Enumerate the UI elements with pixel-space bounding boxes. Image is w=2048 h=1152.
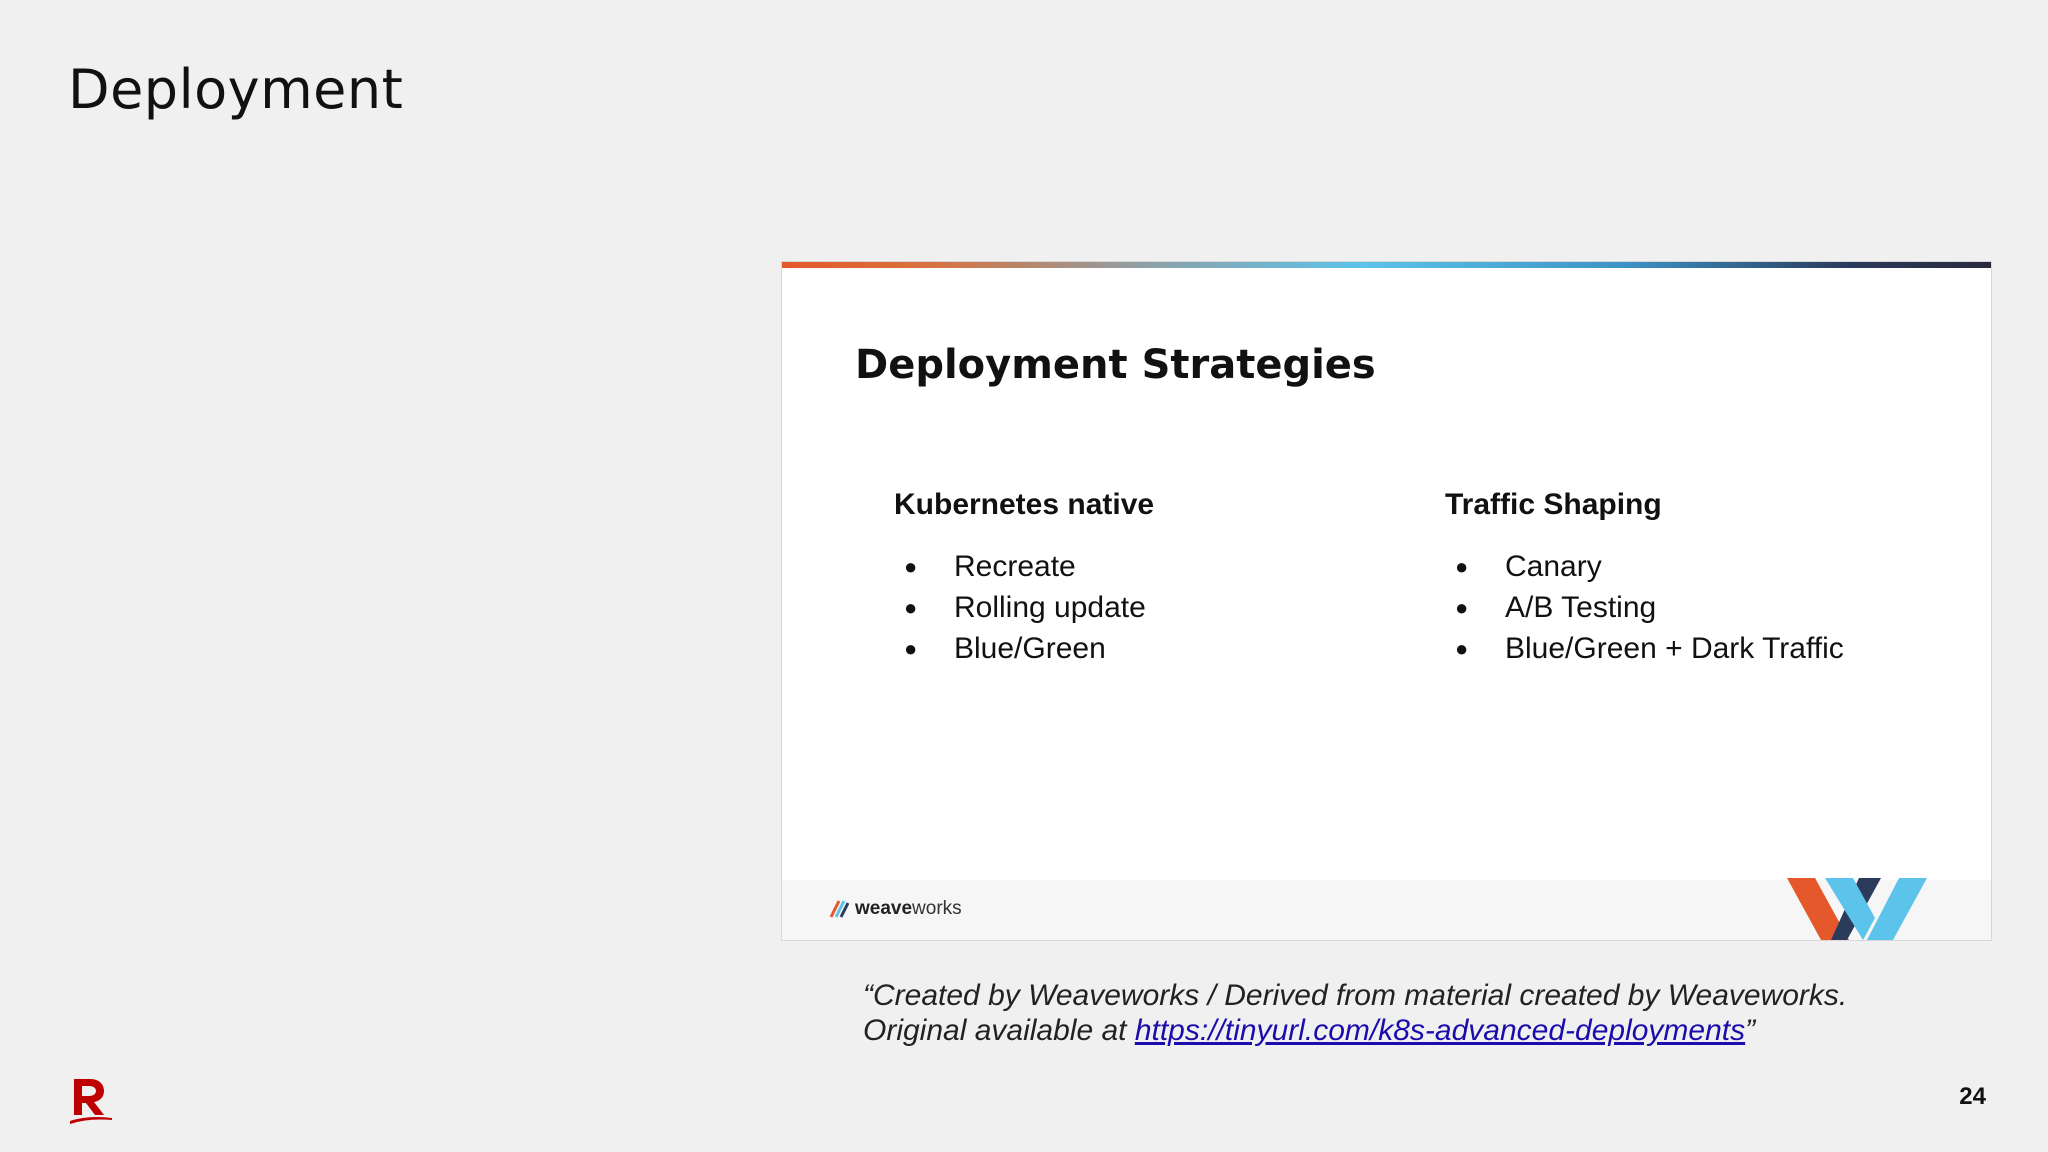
bullet-icon: ● xyxy=(904,635,918,661)
list-item-label: Blue/Green xyxy=(954,631,1106,665)
bullet-icon: ● xyxy=(904,553,918,579)
rakuten-logo-icon xyxy=(68,1077,114,1125)
embedded-slide-image xyxy=(781,261,1992,941)
list-item xyxy=(1445,587,1844,628)
slide-footer xyxy=(782,880,1991,940)
bullet-icon: ● xyxy=(1455,553,1469,579)
bullet-icon: ● xyxy=(1455,594,1469,620)
weaveworks-w-logo-icon xyxy=(1787,878,1947,940)
list-item xyxy=(894,628,1154,669)
weaveworks-brand xyxy=(829,898,962,920)
bullet-icon: ● xyxy=(1455,635,1469,661)
slide-heading: Deployment Strategies xyxy=(855,342,1376,388)
credit-attribution xyxy=(863,978,1847,1048)
slide-accent-bar xyxy=(782,262,1991,268)
list-item-label: Blue/Green + Dark Traffic xyxy=(1505,631,1844,665)
list-item-label: Rolling update xyxy=(954,590,1146,624)
credit-line-2 xyxy=(863,1013,1847,1048)
weaveworks-logo-icon xyxy=(829,899,849,919)
list-item xyxy=(894,587,1154,628)
bullet-icon: ● xyxy=(904,594,918,620)
bullet-list xyxy=(894,546,1154,669)
column-heading: Kubernetes native xyxy=(894,488,1155,521)
credit-text: Created by Weaveworks / Derived from material created by Weaveworks. xyxy=(873,979,1848,1012)
list-item xyxy=(1445,628,1844,669)
credit-prefix: Original available at xyxy=(863,1014,1135,1047)
credit-line-1 xyxy=(863,978,1847,1013)
wordmark-rest: works xyxy=(912,898,962,919)
wordmark-bold: weave xyxy=(855,898,913,919)
open-quote: “ xyxy=(863,979,873,1012)
source-link[interactable]: https://tinyurl.com/k8s-advanced-deployments xyxy=(1134,1014,1746,1047)
column-heading: Traffic Shaping xyxy=(1445,488,1662,521)
page-title: Deployment xyxy=(68,58,404,121)
weaveworks-wordmark xyxy=(855,898,962,920)
list-item-label: Canary xyxy=(1505,549,1602,583)
close-quote: ” xyxy=(1745,1014,1756,1047)
list-item xyxy=(1445,546,1844,587)
bullet-list xyxy=(1445,546,1844,669)
page-number: 24 xyxy=(1959,1083,1986,1110)
column-kubernetes-native xyxy=(894,488,1154,669)
list-item-label: A/B Testing xyxy=(1505,590,1657,624)
column-traffic-shaping xyxy=(1445,488,1844,669)
list-item xyxy=(894,546,1154,587)
list-item-label: Recreate xyxy=(954,549,1076,583)
